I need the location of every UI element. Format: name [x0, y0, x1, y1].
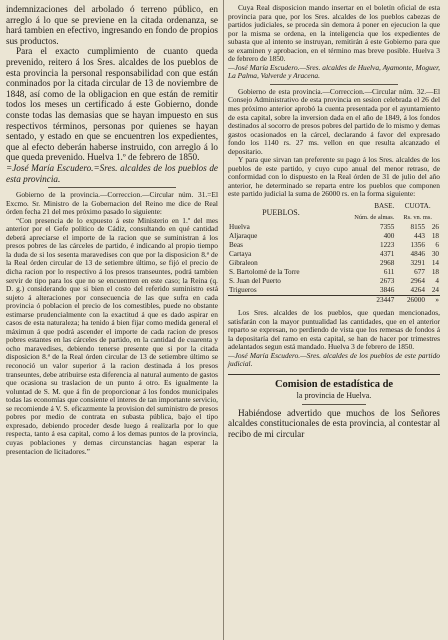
row-rs: 4264: [410, 286, 425, 295]
row-ms: 30: [431, 250, 439, 259]
col-cuota-subheader: Rs. vn. ms.: [403, 214, 432, 222]
row-ms: 24: [431, 286, 439, 295]
divider: [48, 187, 175, 188]
commission-title: Comision de estadística de: [274, 378, 394, 390]
left-top-paragraph: indemnizaciones del arbolado ó terreno público, en arreglo á lo que se previene en la citada ordenanza, se hará tambien en efectivo, ingresando en fondo de propios sus productos.: [6, 4, 218, 46]
table-row: [228, 277, 440, 286]
total-ms: »: [435, 296, 439, 305]
row-name: S. Juan del Puerto: [229, 277, 281, 286]
total-rs: 26000: [406, 296, 425, 305]
table-row: [228, 250, 440, 259]
row-name: Huelva: [229, 223, 250, 232]
row-rs: 443: [414, 232, 425, 241]
left-second-paragraph: Para el exacto cumplimiento de cuanto queda prevenido, reitero á los Sres. alcaldes de los pueblos de esta provincia la personal responsabilidad con que están conminados por la citada circular de 13 de noviembre de 1848, así como de la obligacion en que están de remitir todos los meses un certificado á este Gobierno, donde conste todas las demasias que se hayan impuesto en sus respectivos términos, personas por quienes se hayan sentado, y estado en que se encuentren los expedientes, que al efecto deberán haberse instruido, con arreglo á lo que queda prevenido. Huelva 1.º de febrero de 1850.: [6, 46, 218, 163]
row-name: Trigueros: [229, 286, 257, 295]
left-column: [6, 4, 218, 456]
commission-text: Habiéndose advertido que muchos de los Señores alcaldes constitucionales de esta provincia, al contestar al recibo de mi circular: [228, 407, 440, 440]
commission-subtitle: la provincia de Huelva.: [296, 390, 372, 400]
row-ms: 4: [435, 277, 439, 286]
row-name: S. Bartolomé de la Torre: [229, 268, 300, 277]
right-signature-2: —José María Escudero.—Sres. alcaldes de los pueblos de este partido judicial.: [228, 350, 440, 369]
left-gov-header: Gobierno de la provincia.—Correccion.—Circular núm. 31.=El Excmo. Sr. Ministro de la Gobernacion del Reino me dice de Real órden fecha 21 del mes próximo pasado lo siguiente:: [6, 190, 218, 217]
right-second-paragraph: Y para que sirvan tan preferente su pago á los Sres. alcaldes de los pueblos de este partido, y cuyo cupo anual del menor retraso, de conformidad con lo dispuesto en la Real órden de 31 de julio del año anterior, he determinado se reparta entre los pueblos que componen este partido judicial la suma de 26000 rs. en la forma siguiente:: [228, 155, 440, 199]
row-almas: 611: [383, 268, 395, 277]
row-rs: 8155: [410, 223, 425, 232]
row-almas: 2673: [379, 277, 395, 286]
table-row: [228, 223, 440, 232]
left-signature: =José María Escudero.=Sres. alcaldes de los pueblos de esta provincia.: [6, 162, 218, 184]
table-row: [228, 232, 440, 241]
col-pueblos-header: PUEBLOS.: [262, 207, 300, 217]
table-row: [228, 241, 440, 250]
col-base-subheader: Núm. de almas.: [354, 214, 395, 222]
row-almas: 3846: [379, 286, 395, 295]
row-name: Beas: [229, 241, 243, 250]
row-name: Gibraleon: [229, 259, 258, 268]
right-column: [228, 4, 440, 440]
right-closing-paragraph: Los Sres. alcaldes de los pueblos, que quedan mencionados, satisfarán con la mayor puntualidad las cantidades, que en el anterior reparto se expresan, no perdiendo de vista que los remesas de fondos á la depositaría del ramo en esta capital, se han de hacer por trimestres adelantados segun está mandado. Huelva 3 de febrero de 1850.: [228, 308, 440, 352]
row-rs: 2964: [410, 277, 425, 286]
row-rs: 677: [414, 268, 425, 277]
table-row: [228, 259, 440, 268]
row-ms: 6: [435, 241, 439, 250]
row-ms: 18: [431, 232, 439, 241]
row-name: Cartaya: [229, 250, 252, 259]
total-almas: 23447: [376, 296, 395, 305]
row-rs: 1356: [410, 241, 425, 250]
right-signature-1: —José María Escudero.—Sres. alcaldes de Huelva, Ayamonte, Moguer, La Palma, Valverde y Aracena.: [228, 62, 440, 81]
table-row: [228, 268, 440, 277]
row-almas: 7355: [379, 223, 395, 232]
distribution-table: [228, 201, 440, 305]
row-almas: 400: [383, 232, 395, 241]
section-divider: [228, 374, 440, 375]
row-ms: 26: [431, 223, 439, 232]
row-name: Aljaraque: [229, 232, 258, 241]
right-gov-header: Gobierno de esta provincia.—Correccion.—Circular núm. 32.—El Consejo Administrativo de esta provincia en sesion celebrada el 26 del mes próximo anterior aprobó la cuenta presentada por el ayuntamiento de esta capital, sobre la inversion dada en el año de 1849, á los fondos destinados al socorro de presos pobres del partido de lo mismo y demas gastos ocasionados en la cárcel, declarando á favor del expresado fondo los 1140 rs. 27 ms. vellon en que resulta alcanzado el depositario.: [228, 86, 440, 156]
divider: [270, 84, 397, 85]
row-ms: 18: [431, 268, 439, 277]
col-base-header: BASE.: [374, 202, 395, 211]
divider: [302, 404, 366, 405]
left-quote: “Con presencia de lo expuesto á este Ministerio en 1.º del mes anterior por el Gefe político de Cádiz, consultando en qué cantidad deberá apreciarse el importe de la racion que se suministran á los presos pobres de las cárceles de partido, é indicando al propio tiempo la duda de si los sesenta maravedises con que por la disposicion 8.ª de la Real órden circular de 13 de setiembre último, se fijó el precio de dicha racion por lo respectivo á los presos transeuntes, podrá tambien servir de tipo para los que no se encuentren en este caso; la Reina (q. D. g.) considerando que si bien el costo del referido suministro está sujeto á alteraciones por consecuencia de las que sufra en cada provincia ó poblacion el precio de los comestibles, puede no obstante estimarse prudencialmente con la exactitud á que es dado aspirar en casos de esta naturaleza; ha tenido á bien fijar como medida general el máximun á que podrá ascender el importe de cada racion de presos pobres estantes en las cárceles de partido, en la cantidad de cuarenta y ocho maravedises, debiendo tenerse presente que si por la citada disposicion 8.ª de la Real órden circular de 13 de setiembre último se reconoció un valor superior á la racion destinada á los presos transeuntes, debe atribuirse esta diferencia al natural aumento de gastos que ocasiona su traslacion de un punto á otro. Es igualmente la voluntad de S. M. que á fin de proporcionar á los fondos municipales todas las economías que consiente el interes de tan importante servicio, se recomiende á V. S. eficazmente la provision del suministro de presos pobres por medio de contrata en subasta pública, bajo el tipo expresado, debiendo proceder desde luego á realizarla por lo que respecta, tanto á esa capital, como á los demas puntos de la provincia, cuyas poblaciones y demas circunstancias hagan esperar la presentacion de licitadores.”: [6, 215, 218, 456]
row-ms: 14: [431, 259, 439, 268]
right-top-paragraph: Cuya Real disposicion mando insertar en el boletín oficial de esta provincia para que, por los Sres. alcaldes de los pueblos cabezas de partidos judiciales, se proceda sin demora á poner en ejecucion la que por la misma se ordena, en la inteligencia que los expedientes de subasta que al intento se instruyan, remitirán á este Gobierno para que se examinen y aprobacion, en el término mas breve posible. Huelva 3 de febrero de 1850.: [228, 3, 440, 64]
column-divider: [223, 0, 224, 640]
row-almas: 4371: [379, 250, 395, 259]
col-cuota-header: CUOTA.: [404, 202, 431, 211]
row-almas: 1223: [379, 241, 395, 250]
row-rs: 3291: [410, 259, 425, 268]
row-rs: 4846: [410, 250, 425, 259]
row-almas: 2968: [379, 259, 395, 268]
table-row: [228, 286, 440, 296]
